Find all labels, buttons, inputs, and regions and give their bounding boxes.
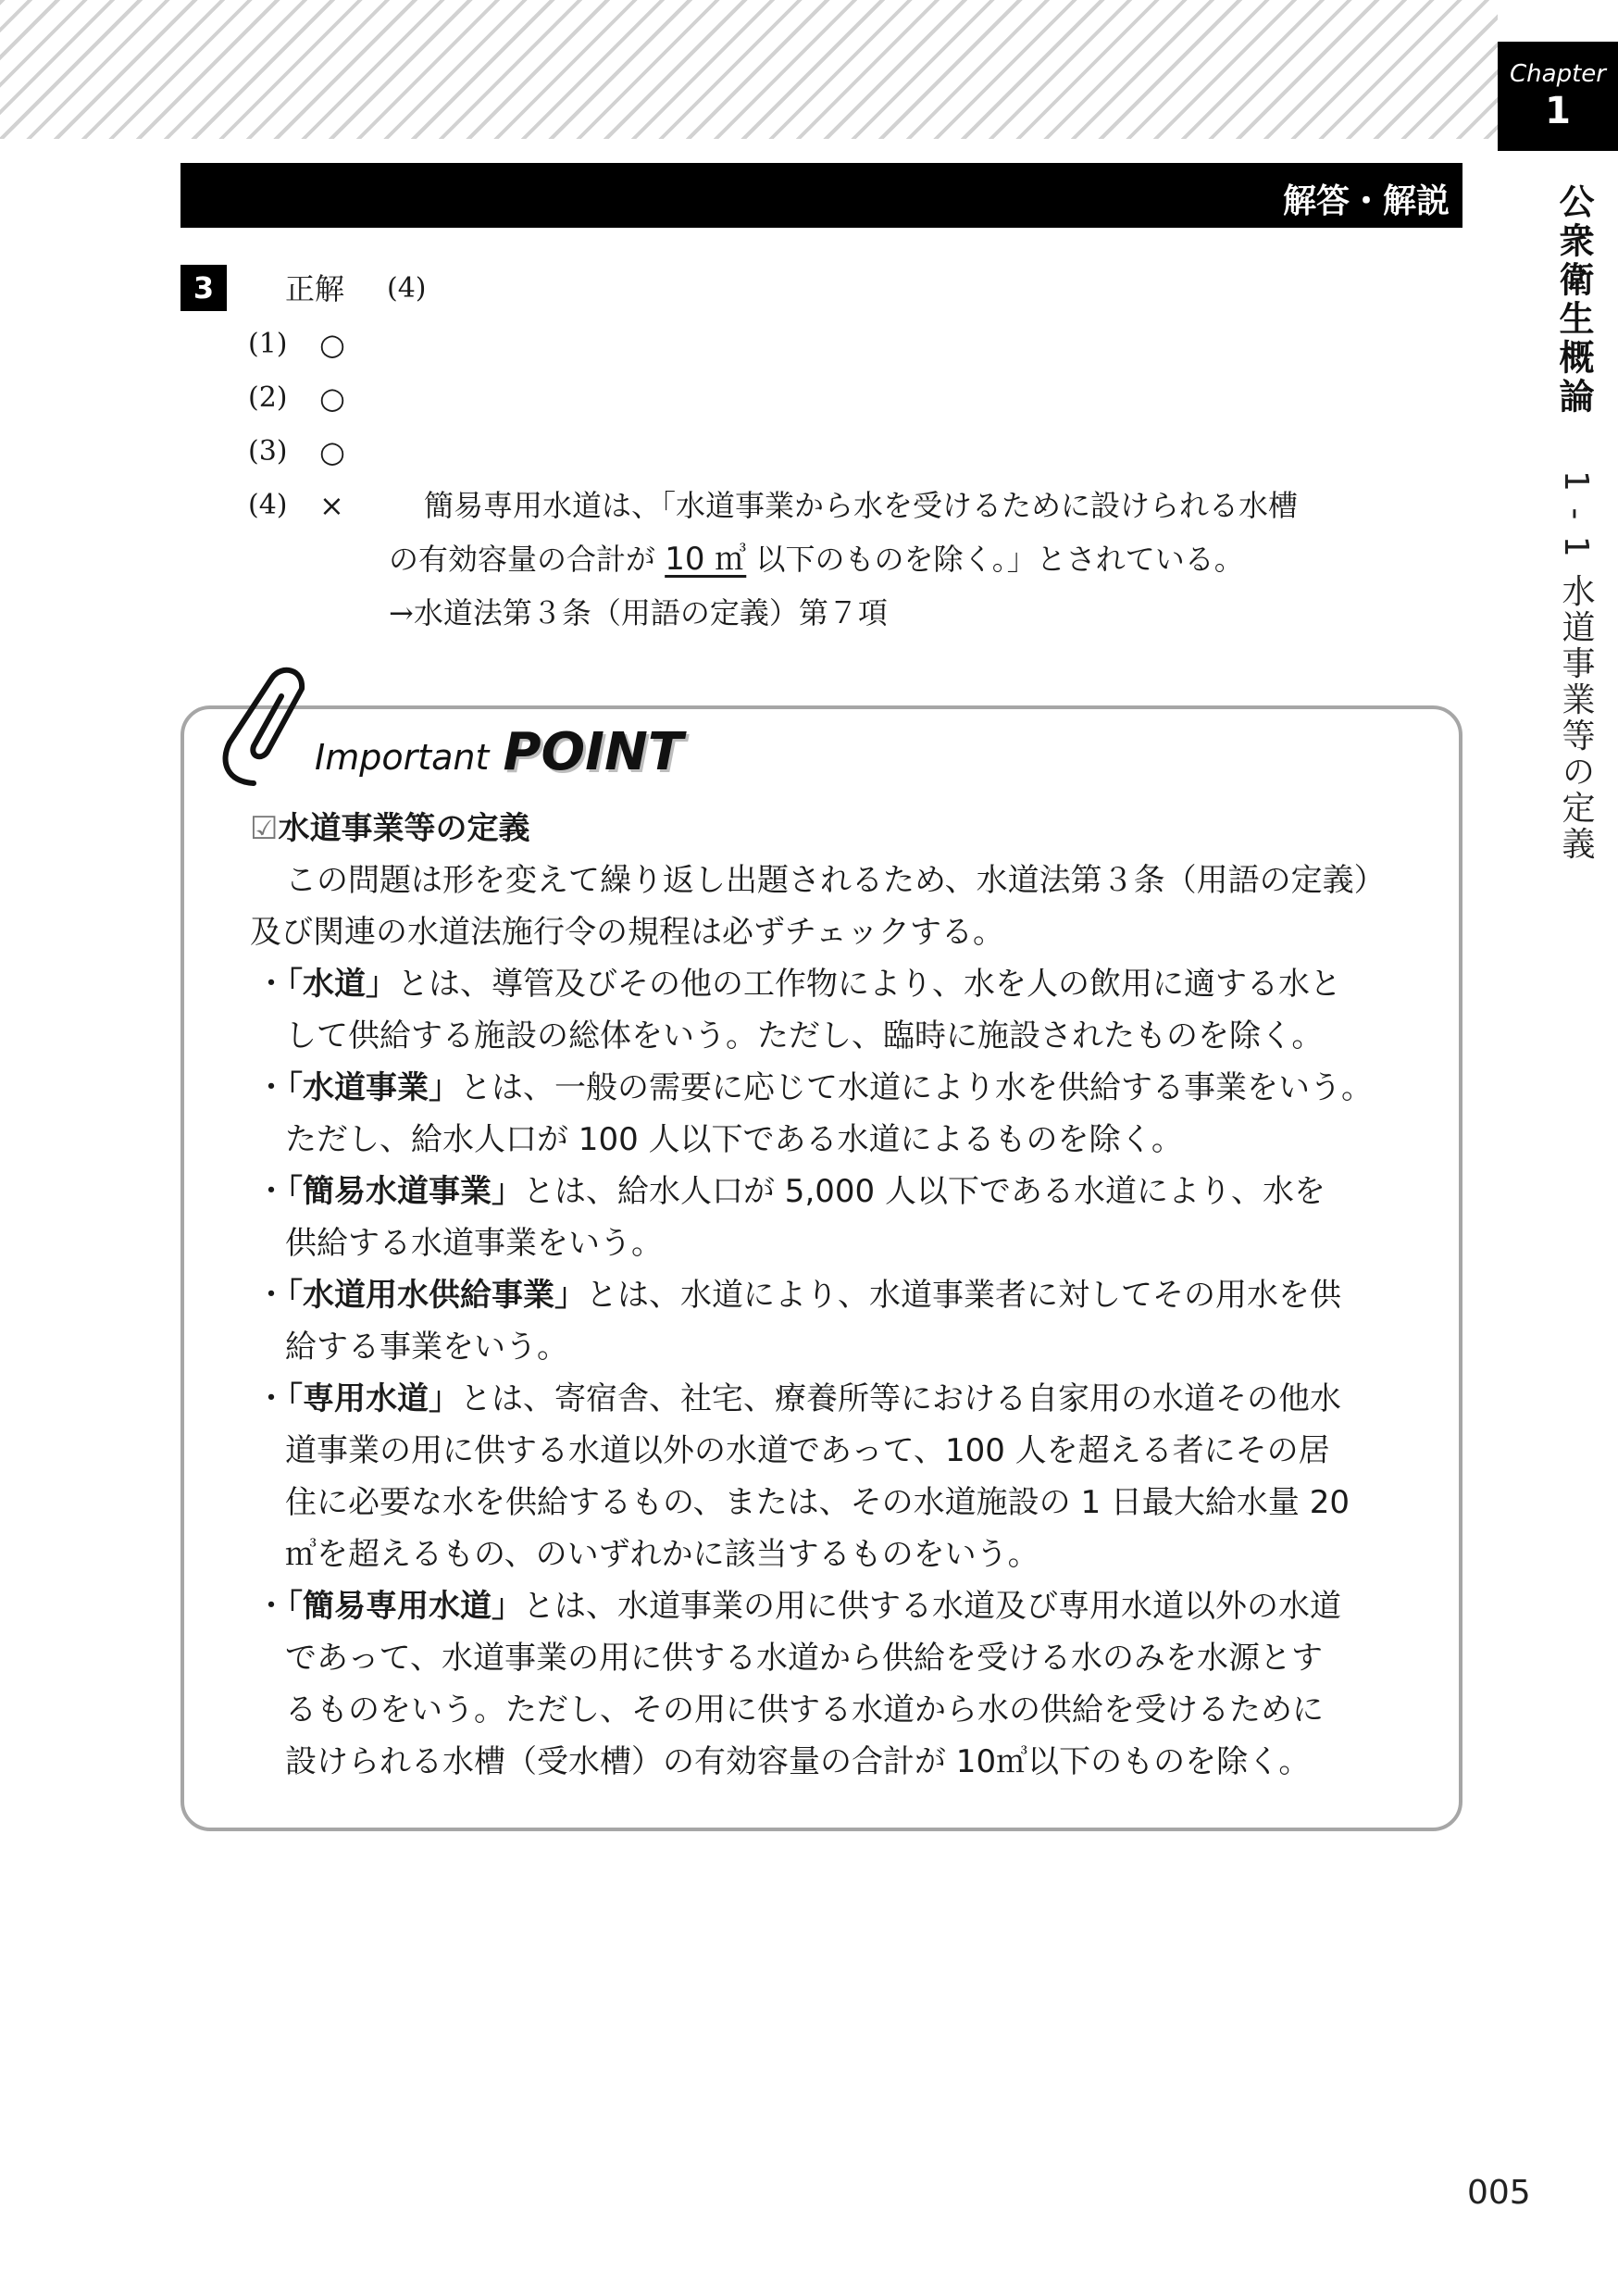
intro-line: この問題は形を変えて繰り返し出題されるため、水道法第３条（用語の定義） xyxy=(285,862,1386,899)
definition-item: ・「水道」とは、導管及びその他の工作物により、水を人の飲用に適する水と xyxy=(255,966,1341,1003)
point-label: POINT xyxy=(503,722,684,782)
definition-item: ・「水道事業」とは、一般の需要に応じて水道により水を供給する事業をいう。 xyxy=(255,1069,1373,1106)
definition-line: 給する事業をいう。 xyxy=(285,1329,568,1366)
checkbox-icon: ☑ xyxy=(250,810,279,847)
definition-term: 「簡易専用水道」 xyxy=(287,1588,523,1625)
option-number: (3) xyxy=(248,435,288,468)
header-stripe xyxy=(0,0,1498,139)
bullet: ・ xyxy=(255,1588,287,1625)
chapter-tab xyxy=(1498,42,1618,151)
correct-label: 正解 xyxy=(285,271,345,306)
definition-line: ㎥を超えるもの、のいずれかに該当するものをいう。 xyxy=(285,1536,1039,1573)
page-number: 005 xyxy=(1467,2174,1531,2212)
definition-line: 道事業の用に供する水道以外の水道であって、100 人を超える者にその居 xyxy=(285,1432,1330,1469)
definition-term: 「水道」 xyxy=(287,966,397,1003)
important-label: Important xyxy=(315,737,490,778)
definition-term: 「水道事業」 xyxy=(287,1069,460,1106)
side-section-title: 1 - 1 水道事業等の定義 xyxy=(1557,470,1595,863)
definition-item: ・「専用水道」とは、寄宿舎、社宅、療養所等における自家用の水道その他水 xyxy=(255,1380,1341,1417)
option-number: (2) xyxy=(248,381,288,414)
bullet: ・ xyxy=(255,1277,287,1314)
definition-line: 設けられる水槽（受水槽）の有効容量の合計が 10㎥以下のものを除く。 xyxy=(285,1743,1311,1780)
definition-line: るものをいう。ただし、その用に供する水道から水の供給を受けるために xyxy=(285,1691,1324,1728)
correct-value: (4) xyxy=(387,272,427,305)
paperclip-icon xyxy=(215,665,318,794)
definition-line: 供給する水道事業をいう。 xyxy=(285,1225,663,1262)
definition-term: 「専用水道」 xyxy=(287,1380,460,1417)
question-number: 3 xyxy=(180,265,227,311)
point-topic-heading: ☑水道事業等の定義 xyxy=(250,810,530,847)
definition-item: ・「簡易専用水道」とは、水道事業の用に供する水道及び専用水道以外の水道 xyxy=(255,1588,1341,1625)
option-mark: ○ xyxy=(319,381,345,416)
option-number: (4) xyxy=(248,489,288,521)
law-reference: →水道法第３条（用語の定義）第７項 xyxy=(389,595,888,630)
definition-term: 「水道用水供給事業」 xyxy=(287,1277,586,1314)
option-number: (1) xyxy=(248,328,288,360)
chapter-label: Chapter xyxy=(1510,60,1606,88)
chapter-number: 1 xyxy=(1545,90,1571,132)
definition-term: 「簡易水道事業」 xyxy=(287,1173,523,1210)
option-mark: × xyxy=(319,488,344,523)
definition-item: ・「簡易水道事業」とは、給水人口が 5,000 人以下である水道により、水を xyxy=(255,1173,1326,1210)
explanation-line: 簡易専用水道は、「水道事業から水を受けるために設けられる水槽 xyxy=(424,488,1299,523)
underlined-volume: 10 ㎥ xyxy=(665,541,747,578)
definition-item: ・「水道用水供給事業」とは、水道により、水道事業者に対してその用水を供 xyxy=(255,1277,1341,1314)
definition-line: して供給する施設の総体をいう。ただし、臨時に施設されたものを除く。 xyxy=(285,1017,1324,1054)
answer-header-bar xyxy=(180,163,1462,228)
intro-line: 及び関連の水道法施行令の規程は必ずチェックする。 xyxy=(250,914,1004,951)
side-chapter-title: 公衆衛生概論 xyxy=(1553,183,1594,417)
bullet: ・ xyxy=(255,1380,287,1417)
bullet: ・ xyxy=(255,1069,287,1106)
answer-header-title: 解答・解説 xyxy=(1282,182,1450,220)
definition-line: 住に必要な水を供給するもの、または、その水道施設の 1 日最大給水量 20 xyxy=(285,1484,1350,1521)
bullet: ・ xyxy=(255,966,287,1003)
option-mark: ○ xyxy=(319,434,345,469)
bullet: ・ xyxy=(255,1173,287,1210)
explanation-line: の有効容量の合計が 10 ㎥ 以下のものを除く。」とされている。 xyxy=(389,541,1244,578)
definition-line: であって、水道事業の用に供する水道から供給を受ける水のみを水源とす xyxy=(285,1640,1323,1677)
important-point-heading xyxy=(315,722,683,782)
option-mark: ○ xyxy=(319,327,345,362)
definition-line: ただし、給水人口が 100 人以下である水道によるものを除く。 xyxy=(285,1121,1183,1158)
